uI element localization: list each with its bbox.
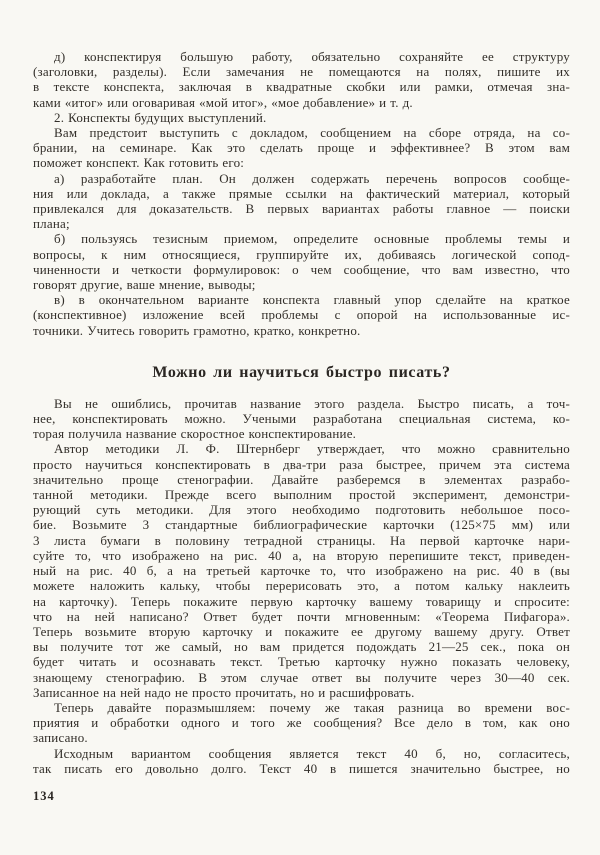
text-line: Автор методики Л. Ф. Штернберг утверждает, что можно сравнительно — [54, 441, 570, 457]
text-line: записано. — [33, 730, 88, 746]
section-fast-writing — [33, 396, 570, 776]
text-line: 2. Конспекты будущих выступлений. — [54, 109, 267, 125]
text-line: в тексте конспекта, заключая в квадратные скобки или рамки, отмечая зна- — [33, 79, 570, 95]
text-line: суйте то, что изображено на рис. 40 а, на вторую перепишите текст, приведен- — [33, 547, 570, 563]
text-line: точники. Учитесь говорить грамотно, кратко, конкретно. — [33, 322, 361, 338]
text-line: ками «итог» или оговаривая «мой итог», «мое добавление» и т. д. — [33, 94, 413, 110]
text-line: будет читать и осознавать текст. Третью карточку нужно показать человеку, — [33, 654, 570, 670]
text-line: Теперь давайте поразмышляем: почему же такая разница во времени вос- — [54, 699, 570, 715]
section-heading: Можно ли научиться быстро писать? — [152, 363, 451, 381]
text-line: (конспективное) изложение всей проблемы с опорой на использованные ис- — [33, 307, 570, 323]
text-line: ный на рис. 40 б, а на третьей карточке то, что изображено на рис. 40 в (вы — [33, 563, 570, 579]
text-line: Вы не ошиблись, прочитав название этого раздела. Быстро писать, а точ- — [54, 395, 570, 411]
text-line: приятия и обработки одного и того же сообщения? Все дело в том, как оно — [33, 715, 570, 731]
text-line: а) разработайте план. Он должен содержать перечень вопросов сообще- — [54, 170, 570, 186]
text-line: в) в окончательном варианте конспекта главный упор сделайте на краткое — [54, 292, 570, 308]
text-line: так писать его довольно долго. Текст 40 в пишется значительно быстрее, но — [33, 760, 570, 776]
text-line: знающему стенографию. В этом случае ответ вы получите через 30—40 сек. — [33, 669, 570, 685]
text-line: на карточку). Теперь покажите первую карточку вашему товарищу и спросите: — [33, 593, 570, 609]
text-line: что на ней написано? Ответ будет почти мгновенным: «Теорема Пифагора». — [33, 608, 570, 624]
text-line: чиненности и четкости формулировок: о чем сообщение, что вам известно, что — [33, 261, 570, 277]
text-line: Исходным вариантом сообщения является текст 40 б, но, согласитесь, — [54, 745, 570, 761]
text-line: поможет конспект. Как готовить его: — [33, 155, 245, 171]
section-note-taking-end — [33, 49, 570, 338]
text-line: д) конспектируя большую работу, обязательно сохраняйте ее структуру — [54, 49, 570, 64]
text-line: рующий суть методики. Для этого необходимо подготовить небольшое посо- — [33, 502, 570, 518]
text-line: (заголовки, разделы). Если замечания не помещаются на полях, пишите их — [33, 64, 570, 80]
text-block — [33, 49, 570, 804]
text-line: вы получите тот же самый, но вам придется подождать 21—25 сек., пока он — [33, 639, 570, 655]
text-line: Вам предстоит выступить с докладом, сообщением на сборе отряда, на со- — [54, 125, 570, 141]
text-line: танной методики. Прежде всего выполним простой эксперимент, демонстри- — [33, 487, 570, 503]
text-line: Теперь возьмите вторую карточку и покажите ее другому вашему другу. Ответ — [33, 623, 570, 639]
text-line: значительно проще стенографии. Давайте разберемся в элементах разрабо- — [33, 471, 570, 487]
text-line: ния или доклада, а также прямые ссылки на фактический материал, который — [33, 185, 570, 201]
text-line: б) пользуясь тезисным приемом, определите основные проблемы темы и — [54, 231, 570, 247]
text-line: торая получила название скоростное конспектирование. — [33, 426, 357, 442]
text-line: нее, конспектировать можно. Учеными разработана специальная система, ко- — [33, 411, 570, 427]
text-line: вопросы, к ним относящиеся, группируйте их, добиваясь логической сопод- — [33, 246, 570, 262]
text-line: говорят другие, ваше мнение, выводы; — [33, 277, 256, 293]
text-line: просто научиться конспектировать в два-три раза быстрее, причем эта система — [33, 456, 570, 472]
text-line: можете наложить кальку, чтобы перерисовать это, а потом кальку наклеить — [33, 578, 570, 594]
text-line: Записанное на ней надо не просто прочитать, но и расшифровать. — [33, 684, 415, 700]
text-line: привлекался для доказательств. В первых вариантах работы главное — поиски — [33, 201, 570, 217]
text-line: 3 листа бумаги в половину тетрадной страницы. На первой карточке нари- — [33, 532, 570, 548]
page-number: 134 — [33, 788, 55, 803]
text-line: бие. Возьмите 3 стандартные библиографические карточки (125×75 мм) или — [33, 517, 570, 533]
text-line: брании, на семинаре. Как это сделать проще и эффективнее? В этом вам — [33, 140, 570, 156]
text-line: плана; — [33, 216, 70, 232]
